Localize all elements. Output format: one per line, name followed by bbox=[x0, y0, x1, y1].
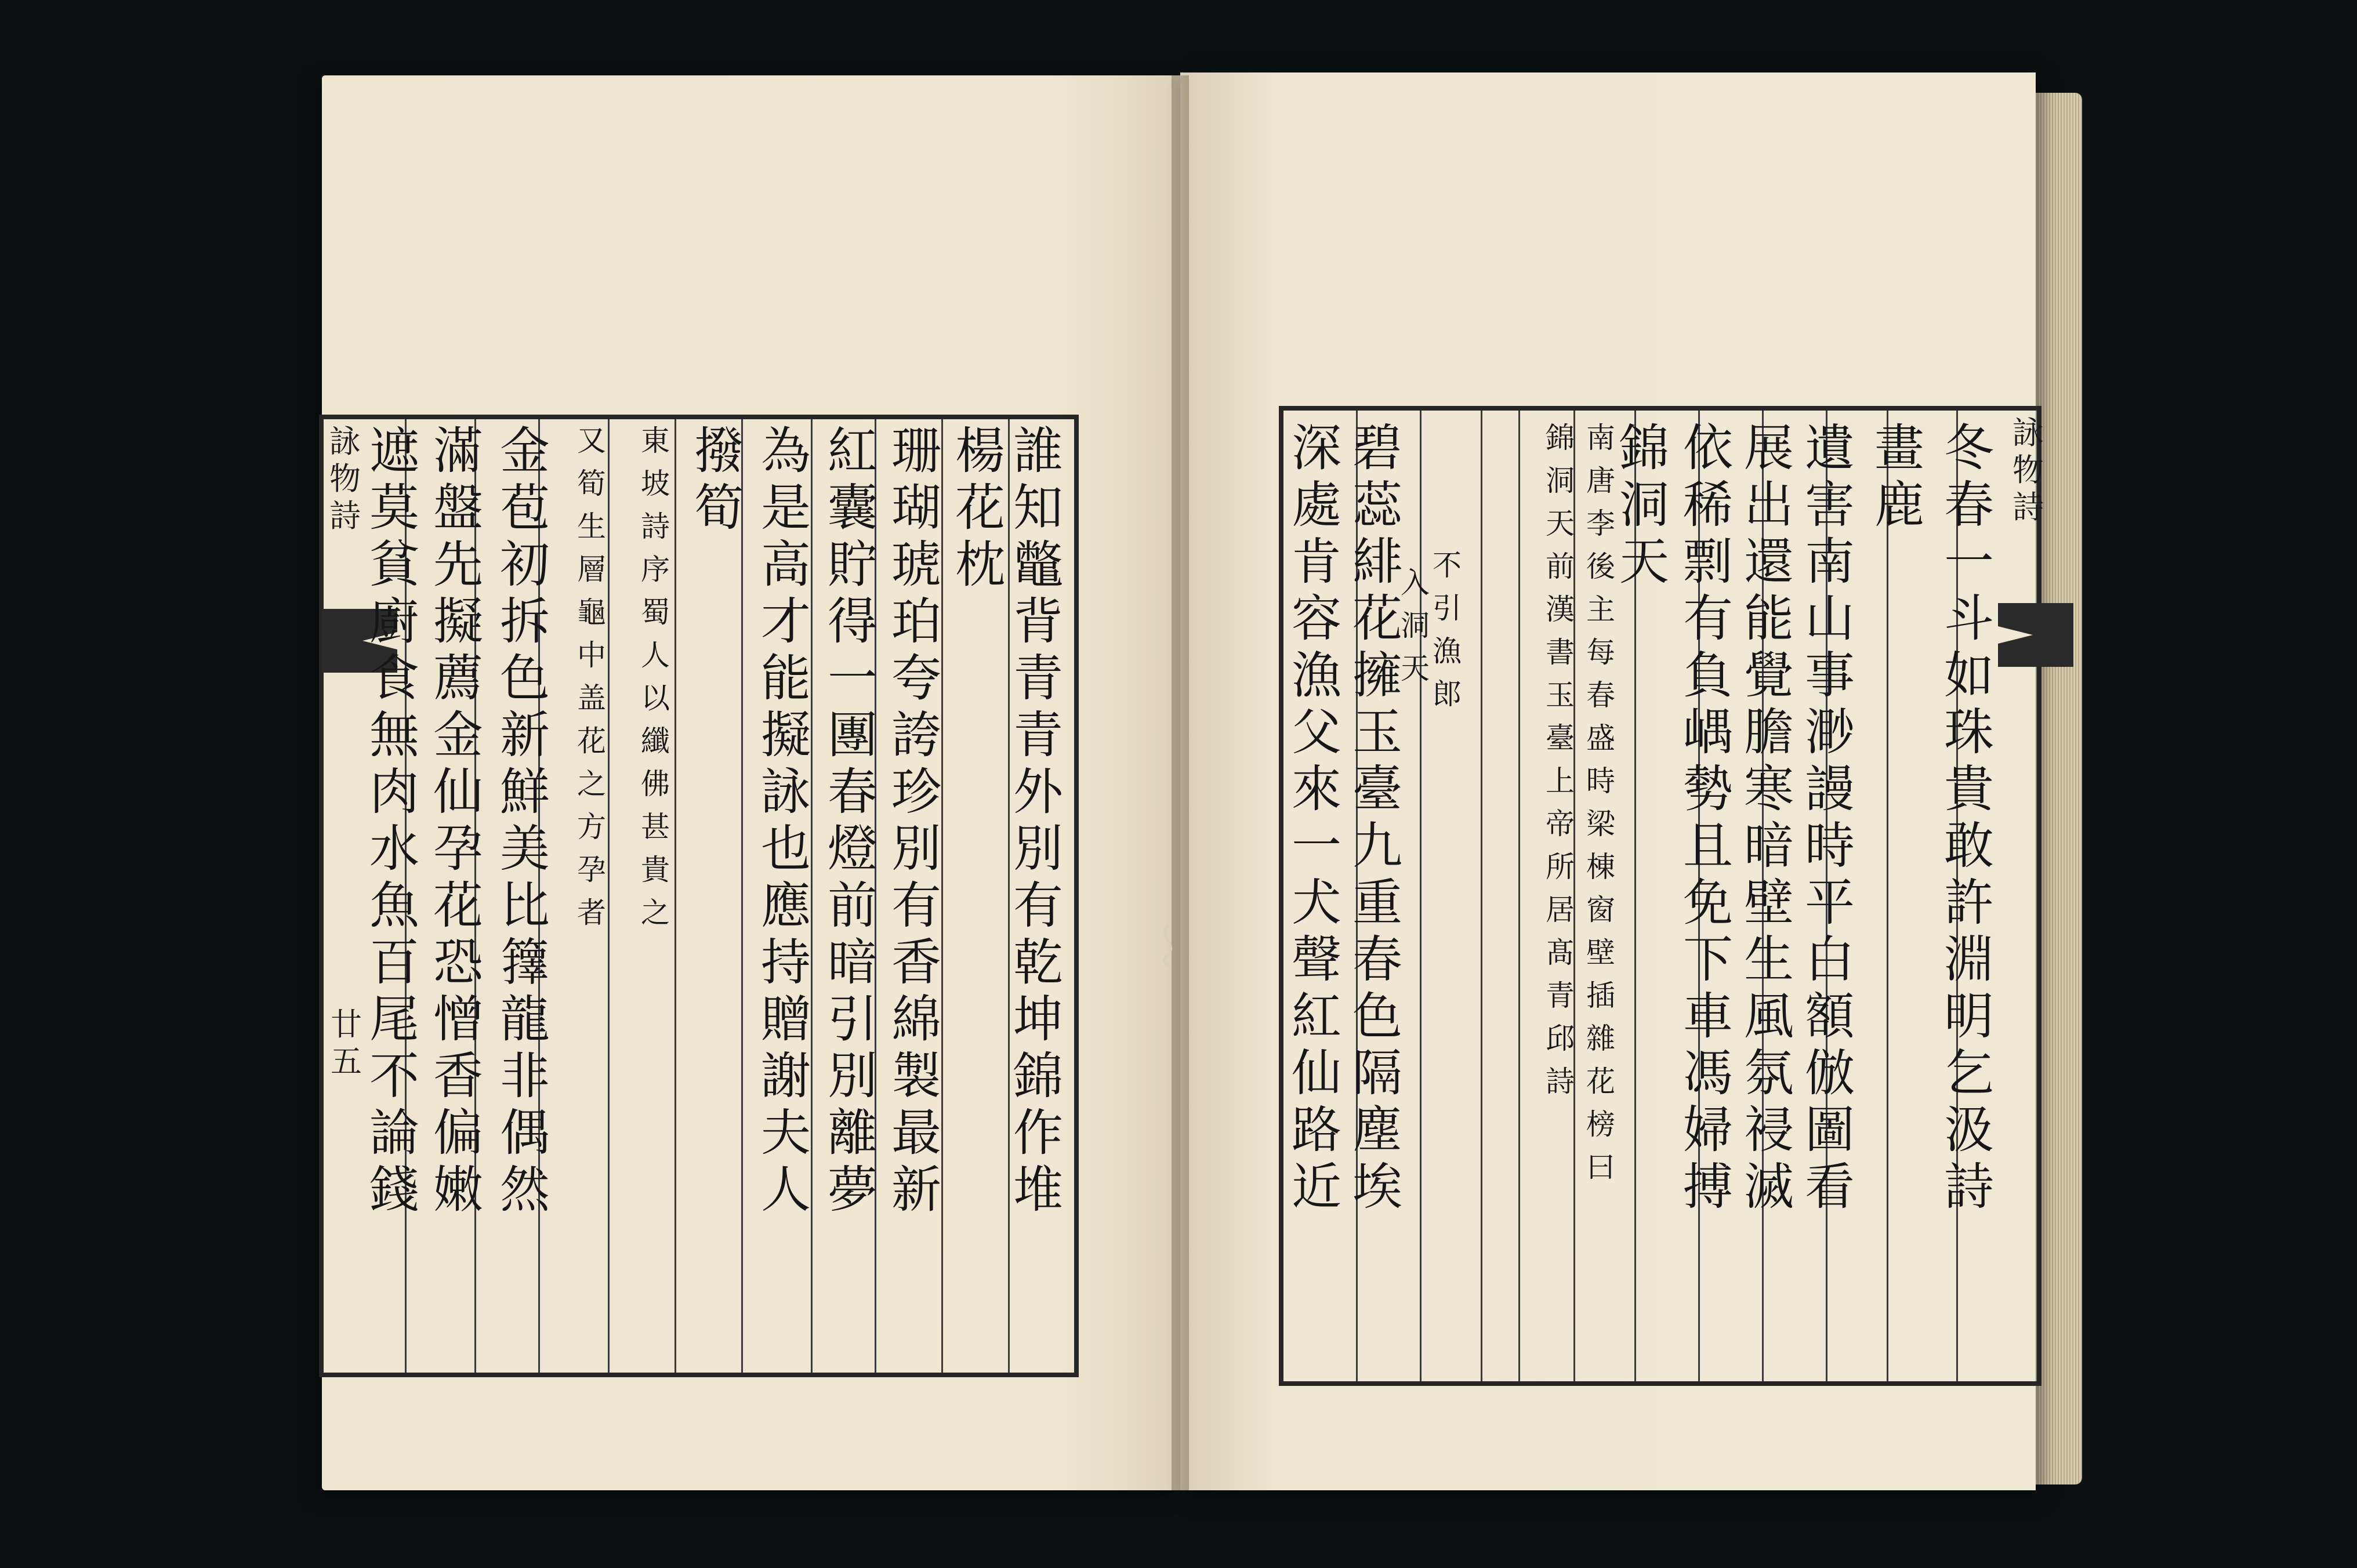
glyph: 天 bbox=[1546, 507, 1575, 540]
glyph: 下 bbox=[1683, 931, 1733, 989]
glyph: 花 bbox=[1352, 590, 1402, 648]
glyph: 渺 bbox=[1805, 703, 1855, 761]
glyph: 父 bbox=[1292, 703, 1341, 761]
glyph: 路 bbox=[1292, 1101, 1341, 1159]
glyph: 珊 bbox=[891, 422, 941, 480]
glyph: 能 bbox=[761, 649, 811, 707]
glyph: 高 bbox=[761, 536, 811, 594]
glyph: 青 bbox=[1013, 706, 1063, 764]
glyph: 色 bbox=[1352, 988, 1402, 1046]
glyph: 囊 bbox=[828, 479, 877, 537]
left-text-column bbox=[887, 422, 945, 1222]
glyph: 錦 bbox=[1546, 421, 1575, 455]
glyph: 花 bbox=[577, 724, 606, 758]
glyph: 之 bbox=[577, 767, 606, 801]
glyph: 入 bbox=[1401, 566, 1430, 600]
book-gutter bbox=[1172, 75, 1189, 1490]
column-rule bbox=[741, 419, 743, 1373]
glyph: 孕 bbox=[577, 853, 606, 887]
glyph: 看 bbox=[1805, 1158, 1855, 1216]
glyph: 後 bbox=[1586, 550, 1615, 583]
glyph: 春 bbox=[1944, 476, 1994, 534]
glyph: 居 bbox=[1546, 893, 1575, 927]
glyph: 琥 bbox=[891, 536, 941, 594]
glyph: 錢 bbox=[369, 1161, 419, 1219]
glyph: 車 bbox=[1683, 988, 1733, 1046]
glyph: 詩 bbox=[1546, 1065, 1575, 1098]
glyph: 玉 bbox=[1546, 678, 1575, 712]
glyph: 佛 bbox=[641, 767, 670, 801]
glyph: 新 bbox=[500, 706, 550, 764]
glyph: 生 bbox=[577, 510, 606, 543]
glyph: 恐 bbox=[433, 934, 483, 992]
column-rule bbox=[1420, 411, 1422, 1381]
glyph: 九 bbox=[1352, 817, 1402, 875]
glyph: 以 bbox=[641, 681, 670, 715]
glyph: 近 bbox=[1292, 1158, 1341, 1216]
glyph: 能 bbox=[1744, 590, 1794, 648]
glyph: 壁 bbox=[1586, 936, 1615, 970]
glyph: 寒 bbox=[1744, 760, 1794, 818]
glyph: 夢 bbox=[828, 1161, 877, 1219]
glyph: 水 bbox=[369, 820, 419, 878]
glyph: 遮 bbox=[369, 422, 419, 480]
glyph: 不 bbox=[1433, 549, 1462, 582]
glyph: 美 bbox=[500, 820, 550, 878]
glyph: 覺 bbox=[1744, 647, 1794, 705]
left-text-column bbox=[1009, 422, 1067, 1222]
glyph: 洞 bbox=[1619, 476, 1669, 534]
glyph: 又 bbox=[577, 424, 606, 458]
glyph: 有 bbox=[1013, 877, 1063, 935]
glyph: 上 bbox=[1546, 764, 1575, 798]
glyph: 最 bbox=[891, 1104, 941, 1162]
glyph: 榜 bbox=[1586, 1108, 1615, 1141]
glyph: 孕 bbox=[433, 820, 483, 878]
glyph: 詩 bbox=[641, 510, 670, 543]
glyph: 乞 bbox=[1944, 1044, 1994, 1102]
glyph: 偏 bbox=[433, 1104, 483, 1162]
glyph: 錦 bbox=[1013, 1047, 1063, 1105]
glyph: 花 bbox=[433, 877, 483, 935]
glyph: 薦 bbox=[433, 649, 483, 707]
glyph: 肉 bbox=[369, 763, 419, 821]
glyph: 出 bbox=[1744, 476, 1794, 534]
right-text-column bbox=[1288, 419, 1346, 1219]
glyph: 嫩 bbox=[433, 1161, 483, 1219]
glyph: 嵎 bbox=[1683, 703, 1733, 761]
glyph: 別 bbox=[1013, 820, 1063, 878]
glyph: 龍 bbox=[500, 990, 550, 1048]
glyph: 引 bbox=[828, 990, 877, 1048]
glyph: 擬 bbox=[761, 706, 811, 764]
glyph: 物 bbox=[2012, 452, 2044, 488]
glyph: 鮮 bbox=[500, 763, 550, 821]
glyph: 郎 bbox=[1433, 677, 1462, 711]
glyph: 應 bbox=[761, 877, 811, 935]
right-text-column bbox=[1348, 419, 1406, 1219]
glyph: 深 bbox=[1292, 419, 1341, 477]
glyph: 製 bbox=[891, 1047, 941, 1105]
glyph: 膽 bbox=[1744, 703, 1794, 761]
glyph: 仙 bbox=[433, 763, 483, 821]
glyph: 梁 bbox=[1586, 807, 1615, 841]
glyph: 層 bbox=[577, 553, 606, 586]
glyph: 花 bbox=[1586, 1065, 1615, 1098]
left-text-column bbox=[757, 422, 815, 1222]
glyph: 詠 bbox=[2012, 415, 2044, 451]
glyph: 蜀 bbox=[641, 596, 670, 629]
glyph: 滿 bbox=[433, 422, 483, 480]
glyph: 盛 bbox=[1586, 721, 1615, 755]
glyph: 倣 bbox=[1805, 1044, 1855, 1102]
glyph: 甚 bbox=[641, 810, 670, 844]
glyph: 乾 bbox=[1013, 934, 1063, 992]
glyph: 一 bbox=[1292, 817, 1341, 875]
glyph: 臺 bbox=[1546, 721, 1575, 755]
glyph: 淵 bbox=[1944, 931, 1994, 989]
glyph: 香 bbox=[891, 934, 941, 992]
glyph: 初 bbox=[500, 536, 550, 594]
glyph: 隔 bbox=[1352, 1044, 1402, 1102]
glyph: 香 bbox=[433, 1047, 483, 1105]
glyph: 撥 bbox=[694, 422, 744, 480]
glyph: 拆 bbox=[500, 593, 550, 651]
glyph: 冬 bbox=[1944, 419, 1994, 477]
glyph: 比 bbox=[500, 877, 550, 935]
left-margin-title bbox=[329, 423, 361, 538]
glyph: 春 bbox=[828, 763, 877, 821]
glyph: 籜 bbox=[500, 934, 550, 992]
glyph: 貧 bbox=[369, 536, 419, 594]
glyph: 明 bbox=[1944, 988, 1994, 1046]
margin-title-chars bbox=[329, 423, 361, 538]
glyph: 謝 bbox=[761, 1047, 811, 1105]
right-text-column bbox=[1679, 419, 1737, 1219]
glyph: 之 bbox=[641, 896, 670, 930]
glyph: 別 bbox=[891, 820, 941, 878]
glyph: 肯 bbox=[1292, 533, 1341, 591]
glyph: 帝 bbox=[1546, 807, 1575, 841]
glyph: 遺 bbox=[1805, 419, 1855, 477]
glyph: 瑚 bbox=[891, 479, 941, 537]
glyph: 鹿 bbox=[1874, 476, 1924, 534]
glyph: 離 bbox=[828, 1104, 877, 1162]
glyph: 序 bbox=[641, 553, 670, 586]
binding-thread bbox=[1151, 922, 1186, 968]
glyph: 然 bbox=[500, 1161, 550, 1219]
glyph: 事 bbox=[1805, 647, 1855, 705]
glyph: 尾 bbox=[369, 990, 419, 1048]
glyph: 處 bbox=[1292, 476, 1341, 534]
glyph: 綿 bbox=[891, 990, 941, 1048]
glyph: 百 bbox=[369, 934, 419, 992]
glyph: 先 bbox=[433, 536, 483, 594]
right-text-column bbox=[1540, 423, 1580, 1110]
glyph: 重 bbox=[1352, 874, 1402, 932]
glyph: 一 bbox=[828, 649, 877, 707]
glyph: 謾 bbox=[1805, 760, 1855, 818]
glyph: 天 bbox=[1619, 533, 1669, 591]
glyph: 婦 bbox=[1683, 1101, 1733, 1159]
glyph: 苞 bbox=[500, 479, 550, 537]
glyph: 贈 bbox=[761, 990, 811, 1048]
glyph: 夸 bbox=[891, 649, 941, 707]
right-margin-title bbox=[2012, 415, 2044, 529]
glyph: 剽 bbox=[1683, 533, 1733, 591]
glyph: 坡 bbox=[641, 467, 670, 500]
glyph: 祲 bbox=[1744, 1101, 1794, 1159]
glyph: 詩 bbox=[1944, 1158, 1994, 1216]
glyph: 廿 bbox=[331, 1006, 362, 1043]
column-rule bbox=[1518, 411, 1520, 1381]
glyph: 者 bbox=[577, 896, 606, 930]
glyph: 才 bbox=[761, 593, 811, 651]
column-rule bbox=[1481, 411, 1482, 1381]
glyph: 埃 bbox=[1352, 1158, 1402, 1216]
glyph: 持 bbox=[761, 934, 811, 992]
glyph: 棟 bbox=[1586, 850, 1615, 884]
glyph: 前 bbox=[828, 877, 877, 935]
glyph: 仙 bbox=[1292, 1044, 1341, 1102]
glyph: 來 bbox=[1292, 760, 1341, 818]
glyph: 貯 bbox=[828, 536, 877, 594]
left-text-column bbox=[824, 422, 882, 1222]
glyph: 青 bbox=[1546, 979, 1575, 1012]
glyph: 時 bbox=[1586, 764, 1615, 798]
right-text-column bbox=[1940, 419, 1998, 1219]
glyph: 時 bbox=[1805, 817, 1855, 875]
glyph: 稀 bbox=[1683, 476, 1733, 534]
glyph: 為 bbox=[761, 422, 811, 480]
glyph: 免 bbox=[1683, 874, 1733, 932]
glyph: 每 bbox=[1586, 636, 1615, 669]
glyph: 一 bbox=[1944, 533, 1994, 591]
glyph: 漢 bbox=[1546, 593, 1575, 626]
glyph: 色 bbox=[500, 649, 550, 707]
fish-tail-mark bbox=[1998, 603, 2073, 667]
right-text-column bbox=[1870, 419, 1928, 537]
glyph: 食 bbox=[369, 649, 419, 707]
glyph: 搏 bbox=[1683, 1158, 1733, 1216]
glyph: 書 bbox=[1546, 636, 1575, 669]
glyph: 緋 bbox=[1352, 533, 1402, 591]
glyph: 龜 bbox=[577, 596, 606, 629]
glyph: 曰 bbox=[1586, 1150, 1615, 1184]
glyph: 詩 bbox=[329, 498, 361, 534]
glyph: 許 bbox=[1944, 874, 1994, 932]
glyph: 魚 bbox=[369, 877, 419, 935]
glyph: 廚 bbox=[369, 593, 419, 651]
glyph: 平 bbox=[1805, 874, 1855, 932]
glyph: 是 bbox=[761, 479, 811, 537]
right-text-column bbox=[1580, 423, 1621, 1196]
glyph: 壁 bbox=[1744, 874, 1794, 932]
glyph: 枕 bbox=[955, 536, 1005, 594]
glyph: 山 bbox=[1805, 590, 1855, 648]
glyph: 南 bbox=[1586, 421, 1615, 455]
glyph: 誇 bbox=[891, 706, 941, 764]
glyph: 勢 bbox=[1683, 760, 1733, 818]
glyph: 漁 bbox=[1292, 647, 1341, 705]
glyph: 臺 bbox=[1352, 760, 1402, 818]
glyph: 珠 bbox=[1944, 703, 1994, 761]
glyph: 青 bbox=[1013, 649, 1063, 707]
glyph: 鼈 bbox=[1013, 536, 1063, 594]
glyph: 誰 bbox=[1013, 422, 1063, 480]
glyph: 碧 bbox=[1352, 419, 1402, 477]
glyph: 五 bbox=[331, 1043, 362, 1080]
glyph: 唐 bbox=[1586, 464, 1615, 498]
glyph: 白 bbox=[1805, 931, 1855, 989]
glyph: 花 bbox=[955, 479, 1005, 537]
glyph: 天 bbox=[1401, 652, 1430, 685]
glyph: 春 bbox=[1586, 678, 1615, 712]
glyph: 額 bbox=[1805, 988, 1855, 1046]
left-text-column bbox=[571, 426, 612, 941]
right-text-column bbox=[1615, 419, 1673, 594]
glyph: 也 bbox=[761, 820, 811, 878]
glyph: 氛 bbox=[1744, 1044, 1794, 1102]
glyph: 得 bbox=[828, 593, 877, 651]
glyph: 作 bbox=[1013, 1104, 1063, 1162]
glyph: 偶 bbox=[500, 1104, 550, 1162]
left-text-column bbox=[496, 422, 554, 1222]
glyph: 擬 bbox=[433, 593, 483, 651]
glyph: 且 bbox=[1683, 817, 1733, 875]
glyph: 畫 bbox=[1874, 419, 1924, 477]
glyph: 負 bbox=[1683, 647, 1733, 705]
glyph: 所 bbox=[1546, 850, 1575, 884]
glyph: 李 bbox=[1586, 507, 1615, 540]
right-text-column bbox=[1740, 419, 1798, 1219]
glyph: 南 bbox=[1805, 533, 1855, 591]
glyph: 坤 bbox=[1013, 990, 1063, 1048]
glyph: 犬 bbox=[1292, 874, 1341, 932]
glyph: 圖 bbox=[1805, 1101, 1855, 1159]
glyph: 蕊 bbox=[1352, 476, 1402, 534]
glyph: 展 bbox=[1744, 419, 1794, 477]
glyph: 邱 bbox=[1546, 1022, 1575, 1055]
glyph: 背 bbox=[1013, 593, 1063, 651]
left-text-column bbox=[429, 422, 487, 1222]
glyph: 論 bbox=[369, 1104, 419, 1162]
glyph: 憎 bbox=[433, 990, 483, 1048]
glyph: 詠 bbox=[329, 423, 361, 460]
glyph: 金 bbox=[433, 706, 483, 764]
glyph: 人 bbox=[761, 1161, 811, 1219]
glyph: 無 bbox=[369, 706, 419, 764]
glyph: 詩 bbox=[2012, 489, 2044, 525]
glyph: 洞 bbox=[1546, 464, 1575, 498]
glyph: 如 bbox=[1944, 647, 1994, 705]
glyph: 金 bbox=[500, 422, 550, 480]
glyph: 玉 bbox=[1352, 703, 1402, 761]
glyph: 方 bbox=[577, 810, 606, 844]
glyph: 外 bbox=[1013, 763, 1063, 821]
column-rule bbox=[1887, 411, 1888, 1381]
glyph: 容 bbox=[1292, 590, 1341, 648]
glyph: 不 bbox=[369, 1047, 419, 1105]
left-text-column bbox=[365, 422, 423, 1222]
glyph: 纖 bbox=[641, 724, 670, 758]
glyph: 貴 bbox=[641, 853, 670, 887]
glyph: 聲 bbox=[1292, 931, 1341, 989]
glyph: 春 bbox=[1352, 931, 1402, 989]
glyph: 筍 bbox=[577, 467, 606, 500]
glyph: 別 bbox=[828, 1047, 877, 1105]
glyph: 敢 bbox=[1944, 817, 1994, 875]
glyph: 莫 bbox=[369, 479, 419, 537]
glyph: 知 bbox=[1013, 479, 1063, 537]
glyph: 雜 bbox=[1586, 1022, 1615, 1055]
glyph: 漁 bbox=[1433, 634, 1462, 668]
glyph: 錦 bbox=[1619, 419, 1669, 477]
left-text-column bbox=[951, 422, 1009, 597]
glyph: 髙 bbox=[1546, 936, 1575, 970]
glyph: 斗 bbox=[1944, 590, 1994, 648]
glyph: 中 bbox=[577, 638, 606, 672]
glyph: 夫 bbox=[761, 1104, 811, 1162]
glyph: 楊 bbox=[955, 422, 1005, 480]
left-text-column bbox=[690, 422, 748, 540]
glyph: 有 bbox=[1683, 590, 1733, 648]
glyph: 依 bbox=[1683, 419, 1733, 477]
glyph: 筍 bbox=[694, 479, 744, 537]
glyph: 燈 bbox=[828, 820, 877, 878]
glyph: 滅 bbox=[1744, 1158, 1794, 1216]
glyph: 馮 bbox=[1683, 1044, 1733, 1102]
glyph: 珍 bbox=[891, 763, 941, 821]
glyph: 新 bbox=[891, 1161, 941, 1219]
glyph: 主 bbox=[1586, 593, 1615, 626]
glyph: 東 bbox=[641, 424, 670, 458]
glyph: 非 bbox=[500, 1047, 550, 1105]
glyph: 汲 bbox=[1944, 1101, 1994, 1159]
glyph: 插 bbox=[1586, 979, 1615, 1012]
glyph: 生 bbox=[1744, 931, 1794, 989]
glyph: 暗 bbox=[1744, 817, 1794, 875]
glyph: 盤 bbox=[433, 479, 483, 537]
glyph: 盖 bbox=[577, 681, 606, 715]
glyph: 有 bbox=[891, 877, 941, 935]
glyph: 引 bbox=[1433, 591, 1462, 625]
glyph: 珀 bbox=[891, 593, 941, 651]
glyph: 塵 bbox=[1352, 1101, 1402, 1159]
glyph: 擁 bbox=[1352, 647, 1402, 705]
glyph: 風 bbox=[1744, 988, 1794, 1046]
glyph: 窗 bbox=[1586, 893, 1615, 927]
glyph: 前 bbox=[1546, 550, 1575, 583]
glyph: 人 bbox=[641, 638, 670, 672]
left-text-column bbox=[635, 426, 676, 941]
glyph: 暗 bbox=[828, 934, 877, 992]
glyph: 團 bbox=[828, 706, 877, 764]
glyph: 洞 bbox=[1401, 609, 1430, 643]
glyph: 紅 bbox=[1292, 988, 1341, 1046]
glyph: 物 bbox=[329, 460, 361, 497]
glyph: 詠 bbox=[761, 763, 811, 821]
glyph: 還 bbox=[1744, 533, 1794, 591]
glyph: 貴 bbox=[1944, 760, 1994, 818]
left-page-number bbox=[331, 1006, 362, 1083]
glyph: 紅 bbox=[828, 422, 877, 480]
glyph: 害 bbox=[1805, 476, 1855, 534]
glyph: 堆 bbox=[1013, 1161, 1063, 1219]
right-text-column bbox=[1801, 419, 1859, 1219]
